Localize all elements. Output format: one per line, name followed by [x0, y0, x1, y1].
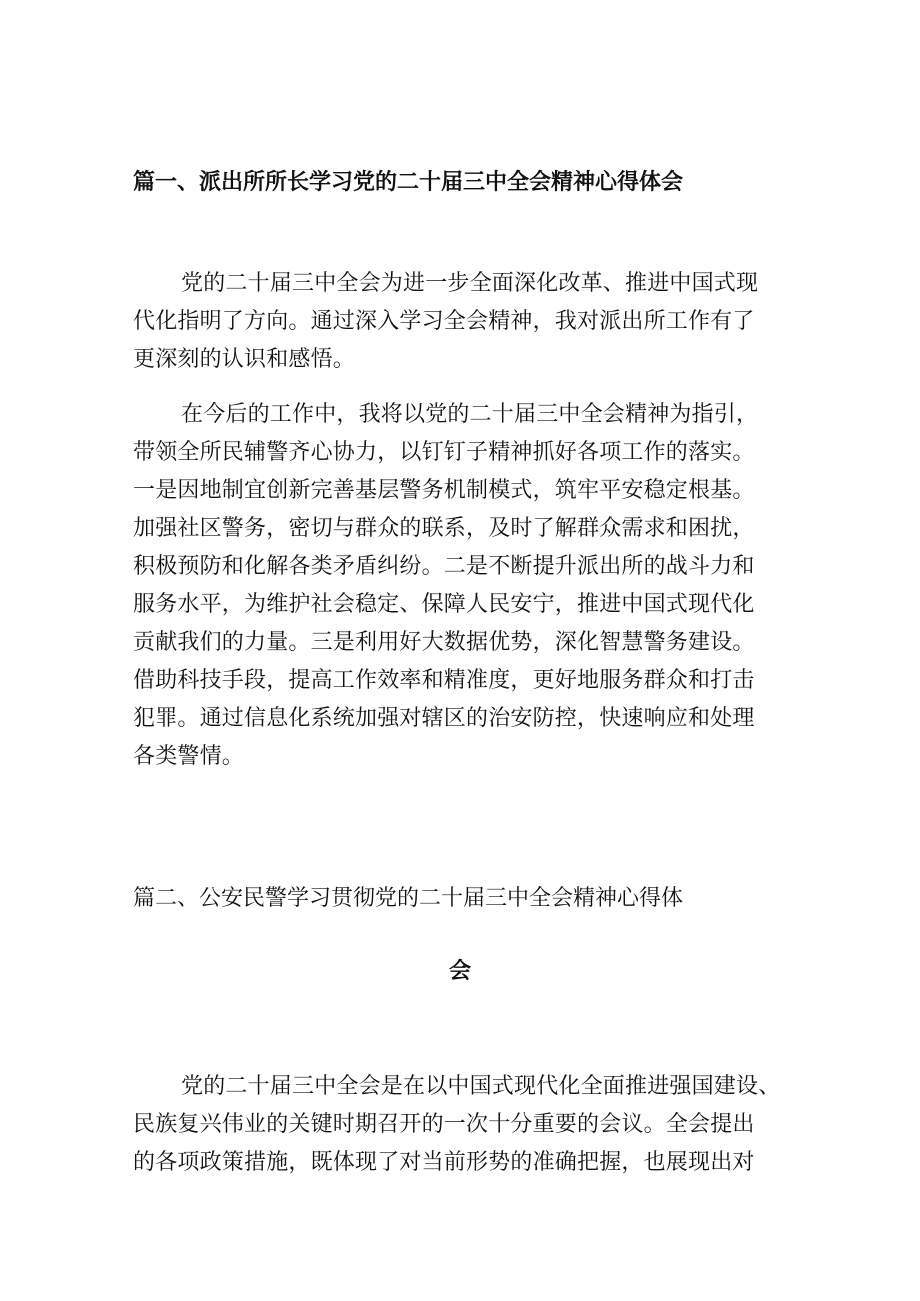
text-line: 各类警情。	[133, 744, 245, 769]
text-line: 加强社区警务，密切与群众的联系，及时了解群众需求和困扰，	[133, 516, 755, 541]
text-line: 服务水平，为维护社会稳定、保障人民安宁，推进中国式现代化	[133, 592, 755, 617]
section2-title-continued: 会	[448, 959, 471, 984]
text-line: 代化指明了方向。通过深入学习全会精神，我对派出所工作有了	[133, 309, 755, 334]
section2-title: 篇二、公安民警学习贯彻党的二十届三中全会精神心得体	[133, 886, 684, 911]
section1-paragraph-1	[133, 265, 793, 379]
text-line: 的各项政策措施，既体现了对当前形势的准确把握，也展现出对	[133, 1150, 755, 1175]
text-line: 贡献我们的力量。三是利用好大数据优势，深化智慧警务建设。	[133, 630, 755, 655]
text-line: 在今后的工作中，我将以党的二十届三中全会精神为指引，	[181, 402, 759, 427]
text-line: 带领全所民辅警齐心协力，以钉钉子精神抓好各项工作的落实。	[133, 440, 755, 465]
text-line: 一是因地制宜创新完善基层警务机制模式，筑牢平安稳定根基。	[133, 478, 755, 503]
section1-paragraph-2	[133, 396, 793, 776]
text-line: 党的二十届三中全会为进一步全面深化改革、推进中国式现	[181, 271, 759, 296]
text-line: 党的二十届三中全会是在以中国式现代化全面推进强国建设、	[181, 1074, 781, 1099]
text-line: 积极预防和化解各类矛盾纠纷。二是不断提升派出所的战斗力和	[133, 554, 755, 579]
section2-paragraph-1	[133, 1068, 793, 1182]
text-line: 借助科技手段，提高工作效率和精准度，更好地服务群众和打击	[133, 668, 755, 693]
text-line: 犯罪。通过信息化系统加强对辖区的治安防控，快速响应和处理	[133, 706, 755, 731]
text-line: 更深刻的认识和感悟。	[133, 347, 356, 372]
section1-title: 篇一、派出所所长学习党的二十届三中全会精神心得体会	[133, 170, 684, 195]
text-line: 民族复兴伟业的关键时期召开的一次十分重要的会议。全会提出	[133, 1112, 755, 1137]
